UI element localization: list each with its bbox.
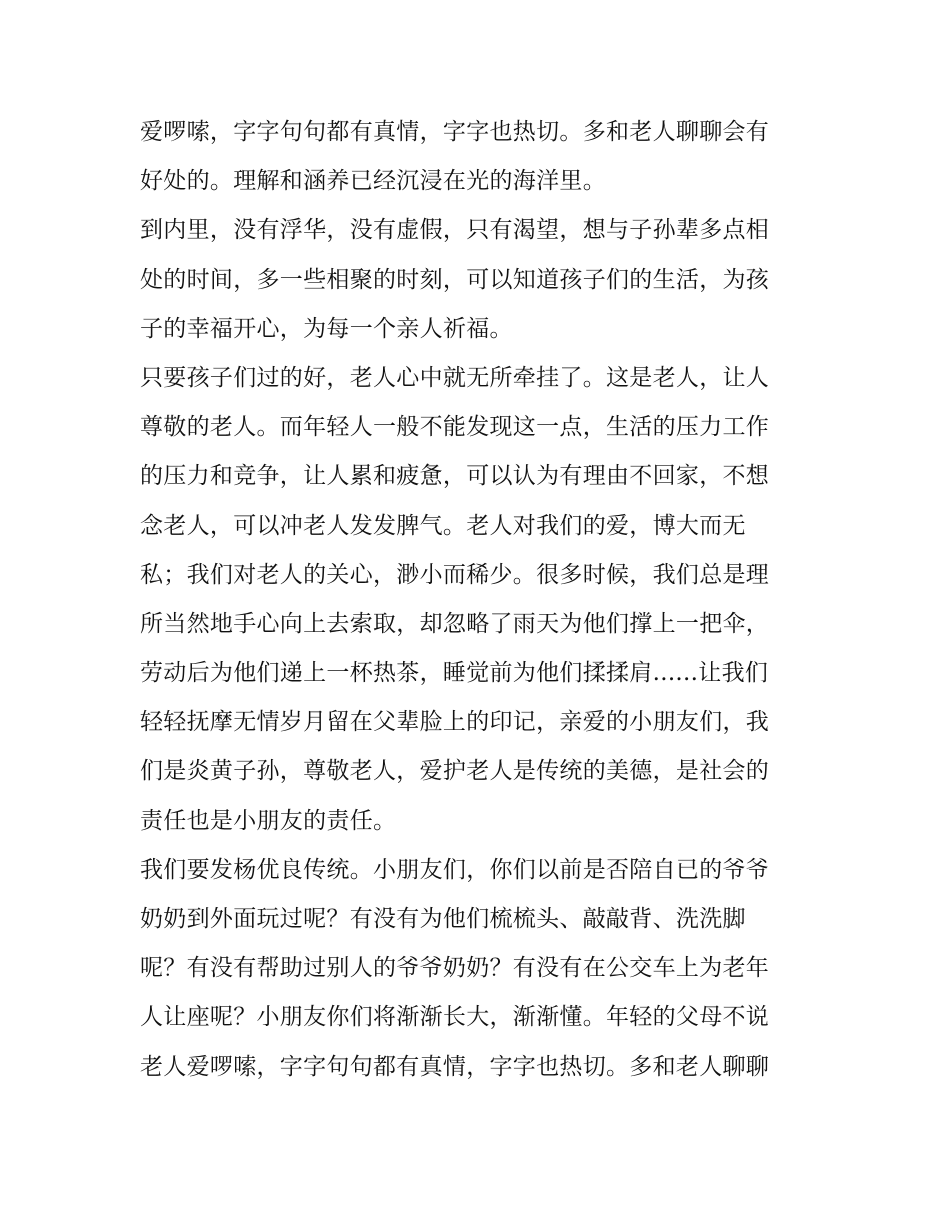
text-line-17: 奶奶到外面玩过呢？有没有为他们梳梳头、敲敲背、洗洗脚 — [140, 906, 746, 932]
text-line-16: 我们要发杨优良传统。小朋友们，你们以前是否陪自已的爷爷 — [140, 856, 770, 883]
text-line-3: 到内里，没有浮华，没有虚假，只有渴望，想与子孙辈多点相 — [140, 217, 770, 244]
document-page — [140, 108, 820, 1092]
text-line-14: 们是炎黄子孙，尊敬老人，爱护老人是传统的美德，是社会的 — [140, 758, 770, 785]
text-line-18: 呢？有没有帮助过别人的爷爷奶奶？有没有在公交车上为老年 — [140, 955, 770, 982]
text-line-2: 好处的。理解和涵养已经沉浸在光的海洋里。 — [140, 168, 606, 195]
text-line-10: 私；我们对老人的关心，渺小而稀少。很多时候，我们总是理 — [140, 561, 770, 588]
text-line-8: 的压力和竞争，让人累和疲惫，可以认为有理由不回家，不想 — [140, 463, 770, 490]
text-line-20: 老人爱啰嗦，字字句句都有真情，字字也热切。多和老人聊聊 — [140, 1053, 770, 1080]
text-line-4: 处的时间，多一些相聚的时刻，可以知道孩子们的生活，为孩 — [140, 266, 770, 293]
text-line-5: 子的幸福开心，为每一个亲人祈福。 — [140, 315, 513, 342]
text-line-12: 劳动后为他们递上一杯热茶，睡觉前为他们揉揉肩......让我们 — [140, 660, 769, 687]
text-line-7: 尊敬的老人。而年轻人一般不能发现这一点，生活的压力工作 — [140, 414, 770, 441]
text-line-9: 念老人，可以冲老人发发脾气。老人对我们的爱，博大而无 — [140, 512, 746, 539]
text-line-6: 只要孩子们过的好，老人心中就无所牵挂了。这是老人，让人 — [140, 364, 770, 391]
text-line-19: 人让座呢？小朋友你们将渐渐长大，渐渐懂。年轻的父母不说 — [140, 1004, 770, 1031]
text-line-1: 爱啰嗦，字字句句都有真情，字字也热切。多和老人聊聊会有 — [140, 119, 770, 145]
text-line-15: 责任也是小朋友的责任。 — [140, 807, 397, 834]
text-line-13: 轻轻抚摩无情岁月留在父辈脸上的印记，亲爱的小朋友们，我 — [140, 709, 770, 736]
text-line-11: 所当然地手心向上去索取，却忽略了雨天为他们撑上一把伞， — [140, 610, 770, 637]
